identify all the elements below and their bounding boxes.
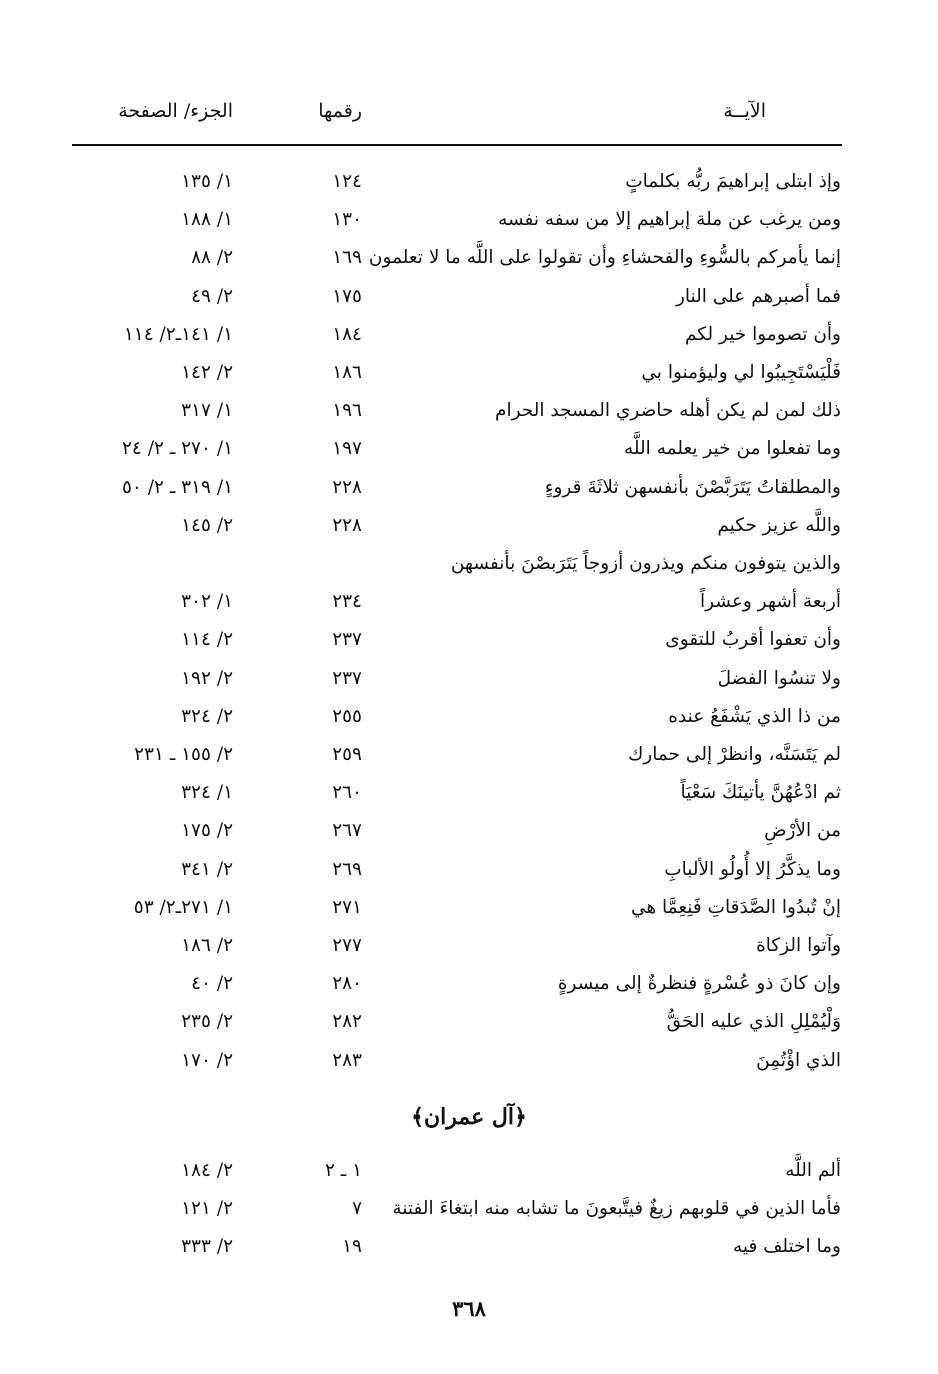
ayah-text: إنما يأمركم بالسُّوءِ والفحشاءِ وأن تقولوا على اللَّه ما لا تعلمون [368,247,841,269]
ayah-text: ومن يرغب عن ملة إبراهيم إلا من سفه نفسه [498,209,841,231]
surah-heading: ﴿آل عمران﴾ [411,1104,527,1130]
ayah-number: ١ ـ ٢ [324,1160,362,1181]
ayah-number: ١٦٩ [332,247,362,269]
ayah-text: وأن تعفوا أقربُ للتقوى [665,629,841,651]
table-row [0,163,938,201]
ayah-text: والمطلقاتُ يَتَرَبَّصْنَ بأنفسهن ثلاثَةَ قروءٍ [544,476,841,498]
table-row [0,1152,938,1190]
ayah-text: إنْ تُبدُوا الصَّدَقاتِ فَنِعِمَّا هي [630,896,841,918]
ayah-number: ٢٨٢ [332,1011,362,1033]
volume-page: ٢/ ٤٩ [191,285,233,307]
ayah-text: فما أصبرهم على النار [675,285,841,307]
table-row [0,354,938,392]
table-row [0,660,938,698]
ayah-number: ٢٧٧ [332,935,362,956]
volume-page: ٢/ ١٩٢ [181,667,233,689]
table-row [0,774,938,812]
ayah-text: فَلْيَسْتَجِيبُوا لي وليؤمنوا بي [641,362,841,383]
ayah-number: ١٩ [342,1236,362,1258]
table-row [0,927,938,965]
table-row [0,851,938,889]
ayah-text: الذي اؤْتُمِنَ [756,1049,841,1071]
ayah-text: من ذا الذي يَشْفَعُ عنده [668,705,841,727]
table-row [0,430,938,468]
table-row [0,545,938,583]
ayah-number: ٢٨٣ [332,1049,362,1071]
volume-page: ١/ ١٨٨ [181,209,233,231]
ayah-number: ٢٣٤ [332,591,362,613]
table-row [0,583,938,621]
ayah-text: ولا تنسُوا الفضلَ [717,667,841,689]
volume-page: ١/ ٢٧١ـ٢/ ٥٣ [133,896,233,918]
ayah-text: وما يذكَّرُ إلا أُولُو الألبابِ [664,858,841,880]
ayah-text: ألم اللَّه [785,1160,841,1181]
volume-page: ٢/ ٤٠ [191,973,233,995]
ayah-number: ٢٥٩ [332,744,362,765]
volume-page: ٢/ ١١٤ [181,629,233,651]
ayah-number: ١٩٧ [332,438,362,460]
ayah-number: ٢٦٠ [332,782,362,804]
ayah-number: ١٧٥ [332,285,362,307]
ayah-number: ١٢٤ [332,171,362,192]
ayah-text: من الأرْضِ [764,820,841,842]
volume-page: ٢/ ١٢١ [181,1198,233,1220]
volume-page: ٢/ ١٥٥ ـ ٢٣١ [134,744,233,765]
ayah-number: ١٩٦ [332,400,362,422]
ayah-number: ٢٧١ [332,896,362,918]
table-row [0,507,938,545]
ayah-text: وما اختلف فيه [732,1236,841,1258]
ayah-number: ٢٢٨ [332,514,362,536]
ayah-text: أربعة أشهر وعشراً [699,591,841,613]
table-row [0,201,938,239]
header-location: الجزء/ الصفحة [118,100,233,122]
ayah-number: ١٣٠ [332,209,362,231]
volume-page: ٢/ ١٧٥ [181,820,233,842]
volume-page: ١/ ٣٠٢ [181,591,233,613]
table-row [0,889,938,927]
volume-page: ٢/ ٨٨ [191,247,233,269]
volume-page: ١/ ١٣٥ [181,171,233,192]
volume-page: ٢/ ٣٣٣ [181,1236,233,1258]
ayah-text: واللَّه عزيز حكيم [717,514,841,536]
ayah-text: فأما الذين في قلوبهم زيغٌ فيتَّبعونَ ما تشابه منه ابتغاءَ الفتنة [392,1198,841,1220]
volume-page: ٢/ ١٨٦ [181,935,233,956]
volume-page: ٢/ ١٤٥ [181,514,233,536]
volume-page: ١/ ٣١٧ [181,400,233,422]
table-row [0,1042,938,1080]
ayah-text: وَلْيُمْلِلِ الذي عليه الحَقُّ [666,1011,841,1033]
header-number: رقمها [318,100,362,122]
volume-page: ١/ ٣٢٤ [181,782,233,804]
ayah-number: ٧ [352,1198,362,1220]
volume-page: ٢/ ١٨٤ [181,1160,233,1181]
table-row [0,278,938,316]
page-number: ٣٦٨ [452,1296,486,1321]
table-row [0,812,938,850]
ayah-number: ١٨٦ [332,362,362,383]
ayah-number: ٢٣٧ [332,629,362,651]
table-row [0,1190,938,1228]
volume-page: ٢/ ١٤٢ [181,362,233,383]
volume-page: ٢/ ١٧٠ [181,1049,233,1071]
ayah-text: لم يَتَسَنَّه، وانظرْ إلى حمارك [628,744,841,765]
ayah-number: ١٨٤ [332,323,362,345]
ayah-text: وإذ ابتلى إبراهيمَ ربُّه بكلماتٍ [625,171,841,192]
table-row [0,316,938,354]
ayah-number: ٢٣٧ [332,667,362,689]
table-row [0,736,938,774]
ayah-text: ذلك لمن لم يكن أهله حاضري المسجد الحرام [495,400,841,422]
ayah-text: ثم ادْعُهُنَّ يأتينَكَ سَعْيَاً [680,782,841,804]
ayah-text: وإن كانَ ذو عُسْرةٍ فنظرةٌ إلى ميسرةٍ [557,973,841,995]
table-row [0,698,938,736]
table-row [0,1003,938,1041]
table-row [0,1228,938,1266]
ayah-number: ٢٥٥ [332,705,362,727]
volume-page: ١/ ٢٧٠ ـ ٢/ ٢٤ [122,438,233,460]
table-row [0,621,938,659]
volume-page: ٢/ ٣٢٤ [181,705,233,727]
ayah-text: والذين يتوفون منكم ويذرون أزوجاً يَتَرَبصْنَ بأنفسهن [450,553,841,574]
ayah-number: ٢٦٧ [332,820,362,842]
table-row [0,469,938,507]
ayah-number: ٢٨٠ [332,973,362,995]
ayah-text: وآتوا الزكاة [756,935,841,956]
ayah-text: وأن تصوموا خير لكم [684,323,841,345]
table-row [0,392,938,430]
ayah-text: وما تفعلوا من خير يعلمه اللَّه [624,438,841,460]
header-rule [72,144,842,146]
ayah-number: ٢٦٩ [332,858,362,880]
ayah-number: ٢٢٨ [332,476,362,498]
volume-page: ٢/ ٢٣٥ [181,1011,233,1033]
table-row [0,239,938,277]
volume-page: ٢/ ٣٤١ [181,858,233,880]
volume-page: ١/ ١٤١ـ٢/ ١١٤ [123,323,233,345]
table-row [0,965,938,1003]
volume-page: ١/ ٣١٩ ـ ٢/ ٥٠ [122,476,233,498]
header-ayah: الآيــة [723,100,766,122]
